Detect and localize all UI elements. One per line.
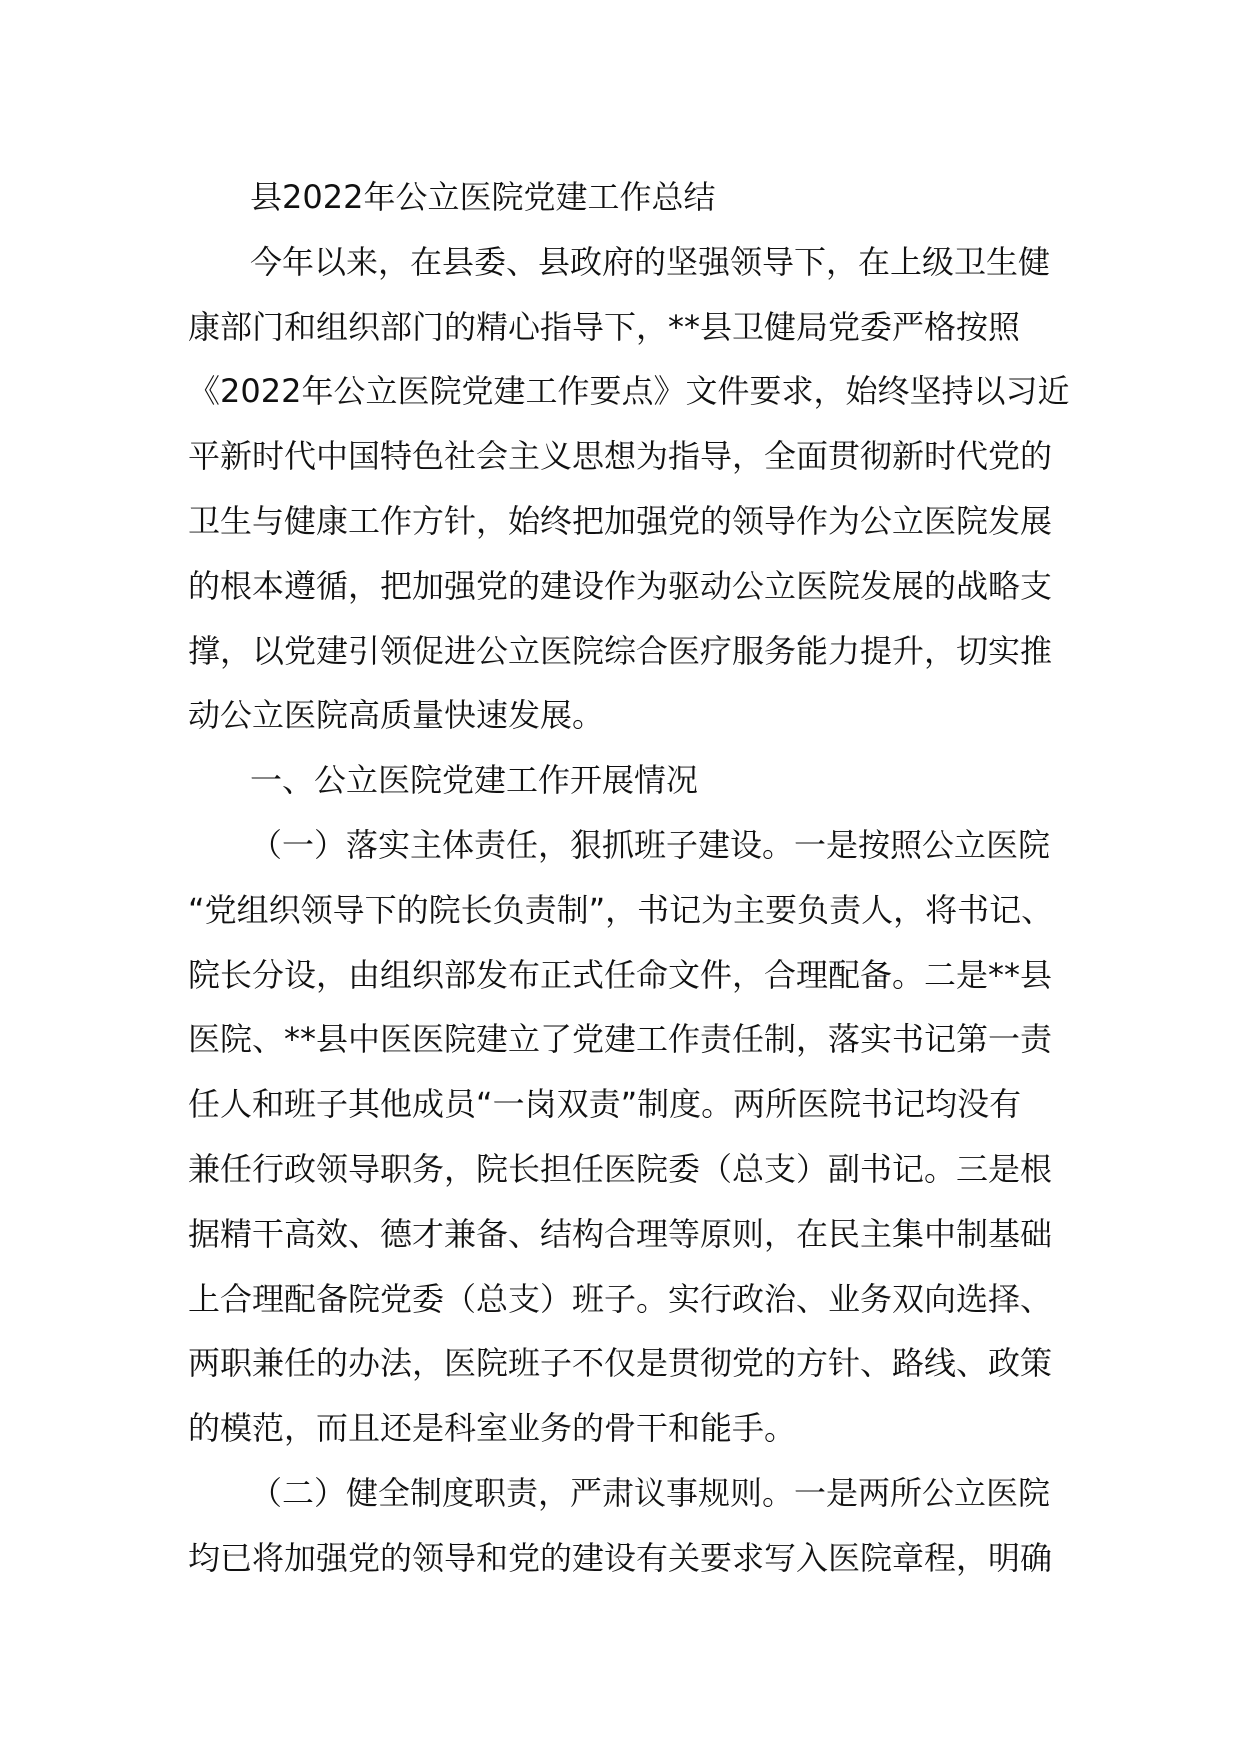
paragraph-1-line-2: 康部门和组织部门的精心指导下，**县卫健局党委严格按照 xyxy=(188,307,1021,346)
subsection-1-line-3: 院长分设，由组织部发布正式任命文件，合理配备。二是**县 xyxy=(188,955,1053,994)
paragraph-1-line-3: 《2022年公立医院党建工作要点》文件要求，始终坚持以习近 xyxy=(188,372,1070,411)
subsection-1-line-1: （一）落实主体责任，狠抓班子建设。一是按照公立医院 xyxy=(250,825,1051,864)
subsection-1-line-8: 上合理配备院党委（总支）班子。实行政治、业务双向选择、 xyxy=(188,1279,1053,1318)
subsection-2-line-2: 均已将加强党的领导和党的建设有关要求写入医院章程，明确 xyxy=(188,1538,1053,1577)
paragraph-1-line-5: 卫生与健康工作方针，始终把加强党的领导作为公立医院发展 xyxy=(188,501,1053,540)
paragraph-1-line-6: 的根本遵循，把加强党的建设作为驱动公立医院发展的战略支 xyxy=(188,566,1053,605)
subsection-1-line-10: 的模范，而且还是科室业务的骨干和能手。 xyxy=(188,1409,797,1448)
paragraph-1-line-4: 平新时代中国特色社会主义思想为指导，全面贯彻新时代党的 xyxy=(188,437,1053,476)
subsection-1-line-6: 兼任行政领导职务，院长担任医院委（总支）副书记。三是根 xyxy=(188,1149,1053,1188)
paragraph-1-line-7: 撑，以党建引领促进公立医院综合医疗服务能力提升，切实推 xyxy=(188,631,1053,670)
subsection-1-line-9: 两职兼任的办法，医院班子不仅是贯彻党的方针、路线、政策 xyxy=(188,1344,1053,1383)
subsection-1-line-7: 据精干高效、德才兼备、结构合理等原则，在民主集中制基础 xyxy=(188,1214,1053,1253)
subsection-1-line-5: 任人和班子其他成员“一岗双责”制度。两所医院书记均没有 xyxy=(188,1085,1022,1124)
paragraph-1-line-8: 动公立医院高质量快速发展。 xyxy=(188,696,605,735)
paragraph-1-line-1: 今年以来，在县委、县政府的坚强领导下，在上级卫生健 xyxy=(250,242,1051,281)
subsection-1-line-4: 医院、**县中医医院建立了党建工作责任制，落实书记第一责 xyxy=(188,1020,1053,1059)
subsection-2-line-1: （二）健全制度职责，严肃议事规则。一是两所公立医院 xyxy=(250,1473,1051,1512)
document-title: 县2022年公立医院党建工作总结 xyxy=(250,178,716,216)
document-body xyxy=(188,165,1070,1591)
section-heading: 一、公立医院党建工作开展情况 xyxy=(250,761,699,800)
subsection-1-line-2: “党组织领导下的院长负责制”，书记为主要负责人，将书记、 xyxy=(188,890,1054,929)
